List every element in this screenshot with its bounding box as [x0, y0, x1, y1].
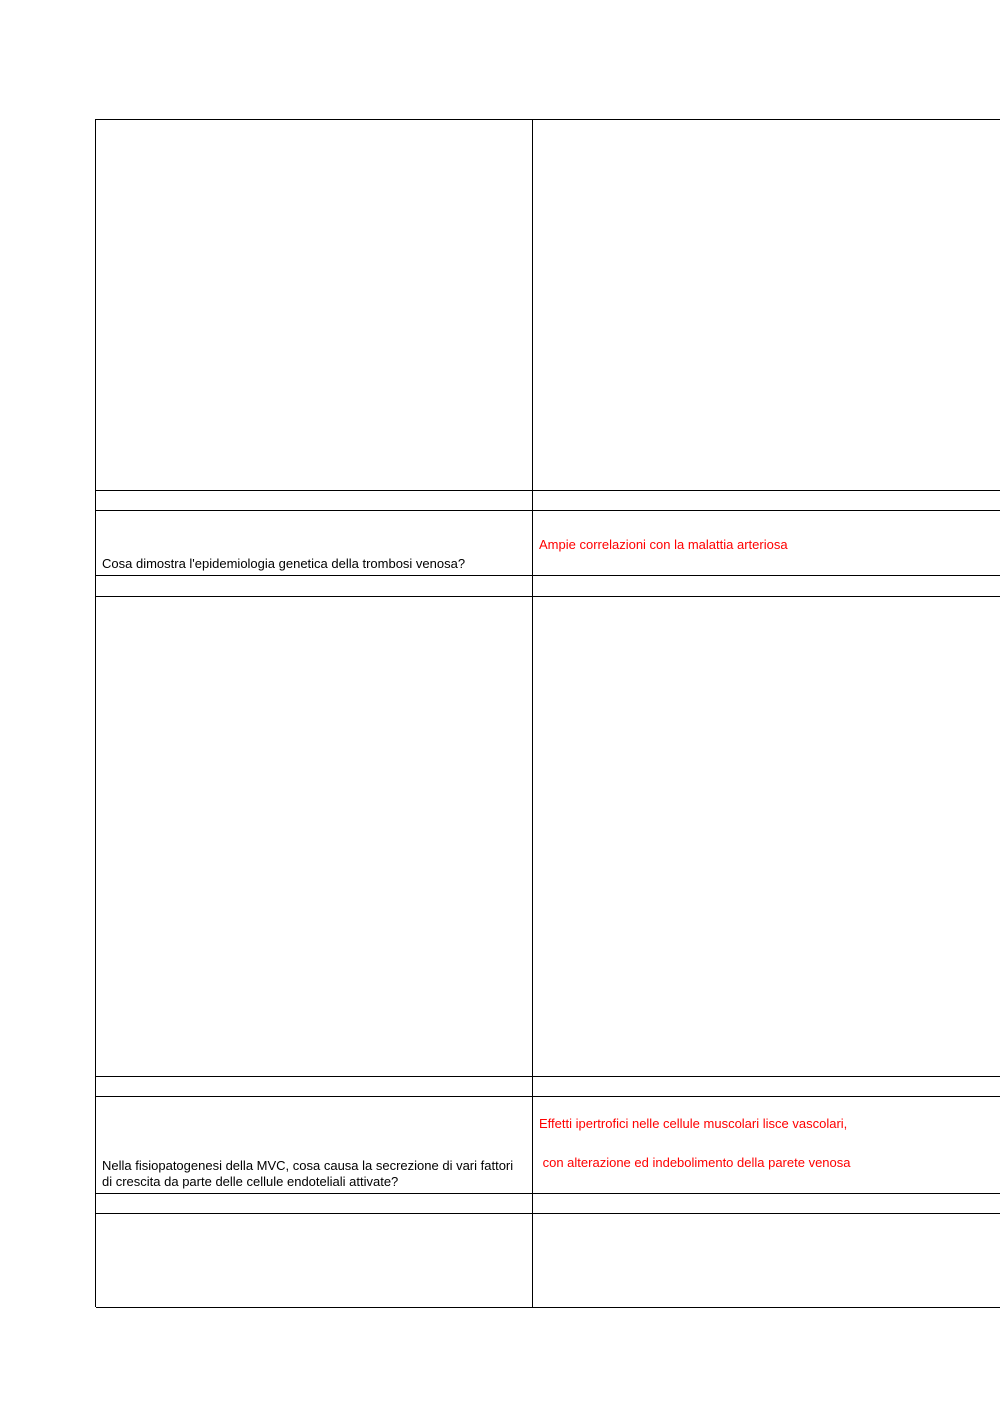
- question-cell: [96, 511, 533, 575]
- table-row: [96, 1077, 1000, 1097]
- table-row: [96, 1194, 1000, 1214]
- answer-cell: [533, 1214, 1000, 1307]
- table-row: [96, 1214, 1000, 1308]
- table-row: [96, 491, 1000, 511]
- question-cell: [96, 1194, 533, 1213]
- answer-cell: [533, 1194, 1000, 1213]
- table-row: [96, 1097, 1000, 1194]
- answer-text: Ampie correlazioni con la malattia arteriosa: [539, 537, 788, 552]
- question-text: Nella fisiopatogenesi della MVC, cosa causa la secrezione di vari fattori di crescita da parte delle cellule endoteliali attivate?: [102, 1158, 514, 1189]
- answer-cell: [533, 1097, 1000, 1193]
- answer-text-line-1: Effetti ipertrofici nelle cellule muscolari lisce vascolari,: [539, 1116, 848, 1131]
- question-text: Cosa dimostra l'epidemiologia genetica della trombosi venosa?: [102, 556, 466, 571]
- table-row: [96, 597, 1000, 1077]
- question-cell: [96, 491, 533, 510]
- table-row: [96, 576, 1000, 597]
- qa-table: [95, 119, 1000, 1307]
- question-cell: [96, 120, 533, 490]
- question-cell: [96, 1214, 533, 1307]
- question-cell: [96, 1077, 533, 1096]
- answer-cell: [533, 491, 1000, 510]
- answer-cell: [533, 1077, 1000, 1096]
- table-row: [96, 511, 1000, 576]
- table-row: [96, 120, 1000, 491]
- answer-cell: [533, 511, 1000, 575]
- answer-cell: [533, 597, 1000, 1076]
- answer-cell: [533, 576, 1000, 596]
- question-cell: [96, 597, 533, 1076]
- answer-cell: [533, 120, 1000, 490]
- question-cell: [96, 576, 533, 596]
- answer-text-line-2: con alterazione ed indebolimento della parete venosa: [539, 1155, 851, 1170]
- question-cell: [96, 1097, 533, 1193]
